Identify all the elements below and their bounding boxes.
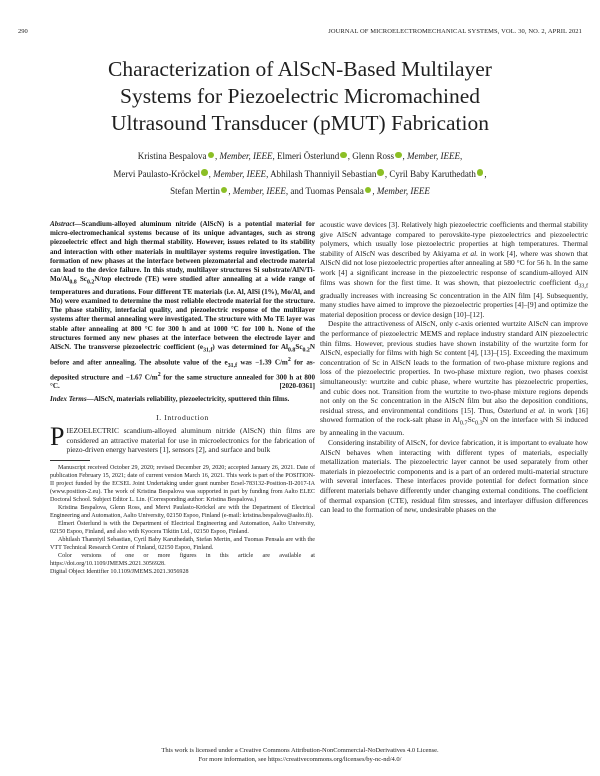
author-membership: Member, IEEE [213, 168, 267, 179]
title-line-2: Systems for Piezoelectric Micromachined [119, 84, 480, 108]
author-membership: Member, IEEE [219, 151, 273, 161]
author-name: Elmeri Österlund [276, 151, 340, 161]
author-row-2: Mervi Paulasto-Kröckel , Member, IEEE, Abhilash Thanniyil Sebastian , Cyril Baby Karuthedath , [113, 168, 487, 179]
left-column [50, 220, 315, 576]
orcid-icon[interactable] [395, 152, 402, 159]
author-membership: Member, IEEE [232, 186, 286, 196]
orcid-icon[interactable] [201, 169, 208, 176]
footnote-color-versions: Color versions of one or more figures in this article are available at https://doi.org/10.1109/JMEMS.2021.3056928. [50, 552, 315, 567]
footnote-affiliation: Kristina Bespalova, Glenn Ross, and Mervi Paulasto-Kröckel are with the Department of Electrical Engineering and Automation, Aalto University, 02150 Espoo, Finland (e-mail: kristina.bespalova@aalto.fi). [50, 504, 315, 519]
footnote-doi: Digital Object Identifier 10.1109/JMEMS.2021.3056928 [50, 568, 189, 575]
footnote-manuscript: Manuscript received October 29, 2020; revised December 29, 2020; accepted January 26, 2021. Date of publication February 15, 2021; date of current version March 16, 2021. This work is part of the POSITION-II project funded by the ECSEL Joint Undertaking under grant number Ecsel-783132-Position-II-2017-IA (www.position-2.eu). The work of Kristina Bespalova was supported in part by funding from Aalto ELEC Doctoral School. Subject Editor L. Lin. (Corresponding author: Kristina Bespalova.) [50, 464, 315, 503]
license-link[interactable]: For more information, see https://creativecommons.org/licenses/by-nc-nd/4.0/ [198, 756, 402, 763]
intro-paragraph: PIEZOELECTRIC scandium-alloyed aluminum nitride (AlScN) thin films are considered an attractive material for use in microelectronics for the fabrication of piezo-driven energy harvesters [1], sensors [2], and surface and bulk [50, 422, 315, 455]
license-line: This work is licensed under a Creative Commons Attribution-NonCommercial-NoDerivatives 4.0 License. [161, 747, 439, 754]
orcid-icon[interactable] [377, 169, 384, 176]
author-conjunction: and [290, 186, 304, 196]
index-terms: Index Terms—AlScN, materials reliability, piezoelectricity, sputtered thin films. [50, 395, 290, 404]
drop-cap: P [50, 422, 65, 452]
orcid-icon[interactable] [221, 187, 228, 194]
paper-title [20, 56, 580, 137]
footnote-rule [50, 460, 90, 461]
orcid-icon[interactable] [340, 152, 347, 159]
journal-name: JOURNAL OF MICROELECTROMECHANICAL SYSTEMS, VOL. 30, NO. 2, APRIL 2021 [328, 28, 582, 35]
author-name: Mervi Paulasto-Kröckel [113, 168, 201, 179]
right-column [320, 220, 588, 515]
author-name: Tuomas Pensala [305, 186, 364, 196]
page-number: 290 [18, 28, 28, 35]
abstract: Abstract—Scandium-alloyed aluminum nitride (AlScN) is a potential material for micro-electromechanical systems because of its unique advantages, such as strong piezoelectric effect and high thermal stability. However, issues related to its stability and interaction with other materials in multilayer systems require investigation. The formation of new phases at the interface between piezomaterial and electrode material can lead to the device failure. In this study, multilayer structures Si substrate/$AlN/Ti-Mo/Al_{0.8}$ $Sc_{0.2}N$/top electrode (TE) were studied after annealing at a wide range of temperatures and durations. Four different TE materials (i.e. Al, AlSi (1%), Mo/Al, and Mo) were examined to determine the most reliable electrode material for the structure. The phase stability, interfacial quality, and piezoelectric response of the multilayer systems after thermal annealing were investigated. The structure with Mo TE layer was stable after annealing at 800 °C for 300 h and at 1000 °C for 100 h. None of the structures formed any new phases at the interface between the electrode layer and AlScN. The transverse piezoelectric coefficient $(e_{31,f})$ was determined for $Al_{0.8}Sc_{0.2}N$ before and after annealing. The absolute value of the $e_{31,f}$ was −1.39 $C/m^2$ for as-deposited structure and −1.67 $C/m^2$ for the same structure annealed for 300 h at 800 °C. [2020-0361] [50, 220, 316, 391]
index-terms-label: Index Terms [50, 395, 87, 404]
author-row-3: Stefan Mertin , Member, IEEE, and Tuomas Pensala , Member, IEEE [170, 186, 430, 196]
author-list [20, 148, 580, 201]
author-membership: Member, IEEE [376, 186, 430, 196]
title-line-1: Characterization of AlScN-Based Multilayer [108, 57, 492, 81]
orcid-icon[interactable] [208, 152, 215, 159]
author-row-1: Kristina Bespalova , Member, IEEE, Elmeri Österlund , Glenn Ross , Member, IEEE, [137, 151, 463, 161]
intro-lead: IEZOELECTRIC [66, 426, 119, 436]
body-paragraph: Considering instability of AlScN, for device fabrication, it is important to evaluate how AlScN behaves when interacting with different types of materials, especially metallization materials. The piezoelectric layer cannot be used separately from other materials in piezoelectric components and is a part of an ordered multi-material structure with several interfaces. These interfaces provide potential for defect formation since different materials behave differently under changing external conditions. The coefficient of thermal expansion (CTE), residual film stresses, and interlayer diffusion differences can lead to the formation of new, undesirable phases on the [320, 438, 588, 515]
author-name: Stefan Mertin [170, 186, 220, 196]
author-name: Glenn Ross [352, 151, 394, 161]
body-paragraph: acoustic wave devices [3]. Relatively high piezoelectric coefficients and thermal stability give AlScN advantage compared to perovskite-type piezoelectrics and piezoelectric polymers, which usually lose piezoelectric properties at high temperatures. Thermal stability of AlScN was described by Akiyama et al. in work [4], where was shown that AlScN did not lose piezoelectric properties after annealing at 580 °C for 56 h. In the same work [4] a significant increase in the piezoelectric response of scandium-alloyed AlN films was shown for the first time. It was shown, that piezoelectric coefficient $d_{33,f}$ gradually increases with increasing Sc concentration in the AlN film [4]. Subsequently, many studies have aimed to improve the piezoelectric properties [4]–[9] and optimize the material deposition process or device design [10]–[12]. [320, 220, 588, 319]
abstract-code: [2020-0361] [279, 382, 315, 391]
orcid-icon[interactable] [365, 187, 372, 194]
body-paragraph: Despite the attractiveness of AlScN, only c-axis oriented wurtzite AlScN can improve the performance of piezoelectric MEMS and replace industry standard AlN piezoelectric thin films. However, previous studies have shown instability of the wurtzite form for AlScN, especially for films with high Sc content [4], [13]–[15]. Exceeding the maximum concentration of Sc in AlScN leads to the formation of two-phase mixture regions and loss of the piezoelectric properties. In two-phase mixture region, two phases coexist simultaneously: wurtzite and cubic phase, where wurtzite has piezoelectric properties, and cubic does not. Transition from the wurtzite to two-phase mixture regions depends not only on the Sc concentration in the AlScN film but also the deposition conditions, residual stress, and environmental conditions [15]. Thus, Österlund et al. in work [16] showed formation of the rock-salt phase in $Al_{0.7}Sc_{0.3}N$ on the interface with Si induced by annealing in the vacuum. [320, 319, 588, 438]
section-heading: I. Introduction [156, 412, 209, 422]
author-name: Kristina Bespalova [137, 151, 207, 161]
footnote-affiliation: Abhilash Thanniyil Sebastian, Cyril Baby Karuthedath, Stefan Mertin, and Tuomas Pensala are with the VTT Technical Research Centre of Finland, 02150 Espoo, Finland. [50, 536, 315, 551]
abstract-label: Abstract [50, 220, 75, 228]
license-footer [20, 746, 580, 764]
orcid-icon[interactable] [477, 169, 484, 176]
author-membership: Member, IEEE [407, 151, 460, 161]
running-header [18, 27, 582, 37]
author-name: Abhilash Thanniyil Sebastian [270, 168, 377, 179]
footnote-affiliation: Elmeri Österlund is with the Department of Electrical Engineering and Automation, Aalto University, 02150 Espoo, Finland, and also with Kyocera Tikitin Ltd., 02150 Espoo, Finland. [50, 520, 315, 535]
author-name: Cyril Baby Karuthedath [389, 168, 476, 179]
title-line-3: Ultrasound Transducer (pMUT) Fabrication [111, 111, 489, 135]
